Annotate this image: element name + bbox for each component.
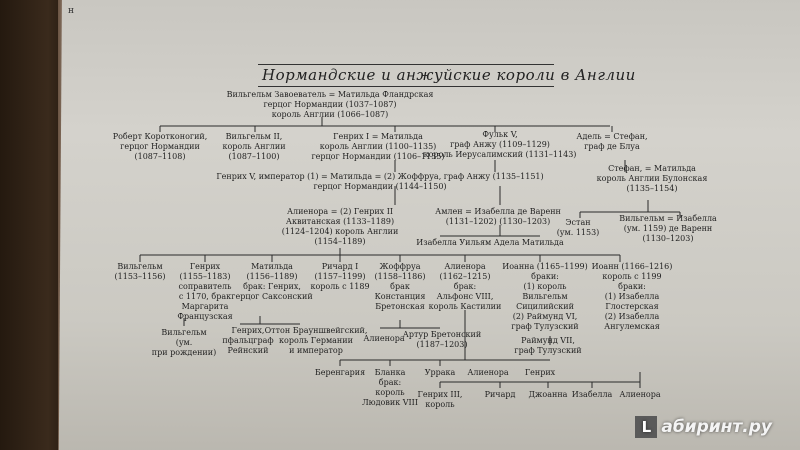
node-child-john: Иоанн (1166–1216) король с 1199 браки: (1) Изабелла Глостерская (2) Изабелла Ангулемская	[591, 262, 673, 331]
node-grandchild-william: Вильгельм (ум. при рождении)	[151, 328, 217, 357]
node-henry-gg: Генрих	[524, 368, 556, 377]
node-richard-john: Ричард	[484, 390, 516, 399]
node-grandchild-arthur: Артур Бретонский (1187–1203)	[402, 330, 482, 349]
node-child-richard: Ричард I (1157–1199) король с 1189	[310, 262, 370, 291]
node-william-conqueror: Вильгельм Завоеватель = Матильда Фландрская герцог Нормандии (1037–1087) король Англии (1066–1087)	[226, 90, 434, 119]
page-title: Нормандские и анжуйские короли в Англии	[262, 66, 636, 84]
node-robert: Роберт Коротконогий, герцог Нормандии (1087–1108)	[112, 132, 208, 161]
node-grandchild-raymond: Раймунд VII, граф Тулузский	[514, 336, 582, 355]
watermark-square-icon: L	[635, 416, 657, 438]
node-amelin-children: Изабелла Уильям Адела Матильда	[416, 238, 564, 247]
watermark-logo	[635, 416, 772, 438]
page-corner-mark: н	[68, 6, 74, 16]
node-fulk: Фульк V, граф Анжу (1109–1129) король Иерусалимский (1131–1143)	[423, 130, 577, 159]
node-child-joan: Иоанна (1165–1199) браки: (1) король Вильгельм Сицилийский (2) Раймунд VI, граф Тулузский	[502, 262, 588, 331]
node-william-ii: Вильгельм II, король Англии (1087–1100)	[222, 132, 286, 161]
node-eleanor-john: Алиенора	[619, 390, 661, 399]
node-grandchild-alienora: Алиенора	[363, 334, 405, 343]
node-eleanor-henry-ii: Алиенора = (2) Генрих II Аквитанская (1133–1189) (1124–1204) король Англии (1154–1189)	[281, 207, 399, 246]
node-urraca: Уррака	[424, 368, 456, 377]
node-alienora-gg: Алиенора	[467, 368, 509, 377]
node-amelin: Амлен = Изабелла де Варенн (1131–1202) (1130–1203)	[435, 207, 561, 226]
node-grandchild-henry-palatine: Генрих, пфальцграф Рейнский	[222, 326, 274, 355]
node-william-boulogne: Вильгельм = Изабелла (ум. 1159) де Варенн (1130–1203)	[619, 214, 717, 243]
node-child-geoffrey: Жоффруа (1158–1186) брак Констанция Бретонская	[374, 262, 426, 311]
node-henry-iii: Генрих III, король	[417, 390, 463, 409]
node-matilda-empress: Генрих V, император (1) = Матильда = (2) Жоффруа, граф Анжу (1135–1151) герцог Нормандии (1144–1150)	[216, 172, 544, 191]
node-joan-john: Джоанна	[528, 390, 568, 399]
node-adela: Адель = Стефан, граф де Блуа	[576, 132, 648, 151]
node-blanche: Бланка брак: король Людовик VIII	[361, 368, 419, 407]
node-child-matilda: Матильда (1156–1189) брак: Генрих, герцог Саксонский	[231, 262, 313, 301]
node-child-henry: Генрих (1155–1183) соправитель с 1170, брак Маргарита Французская	[177, 262, 233, 321]
node-child-william: Вильгельм (1153–1156)	[114, 262, 166, 281]
node-henry-i: Генрих I = Матильда король Англии (1100–1135) герцог Нормандии (1106–1135)	[311, 132, 445, 161]
node-berengaria: Беренгария	[314, 368, 366, 377]
watermark-text: абиринт.ру	[661, 417, 772, 437]
node-grandchild-otto: Оттон Брауншвейгский, король Германии и император	[264, 326, 368, 355]
node-isabella-john: Изабелла	[571, 390, 613, 399]
node-child-eleanor: Алиенора (1162–1215) брак: Альфонс VIII, король Кастилии	[428, 262, 502, 311]
node-eustace: Эстан (ум. 1153)	[556, 218, 600, 237]
node-stephen: Стефан, = Матильда король Англии Булонская (1135–1154)	[596, 164, 708, 193]
